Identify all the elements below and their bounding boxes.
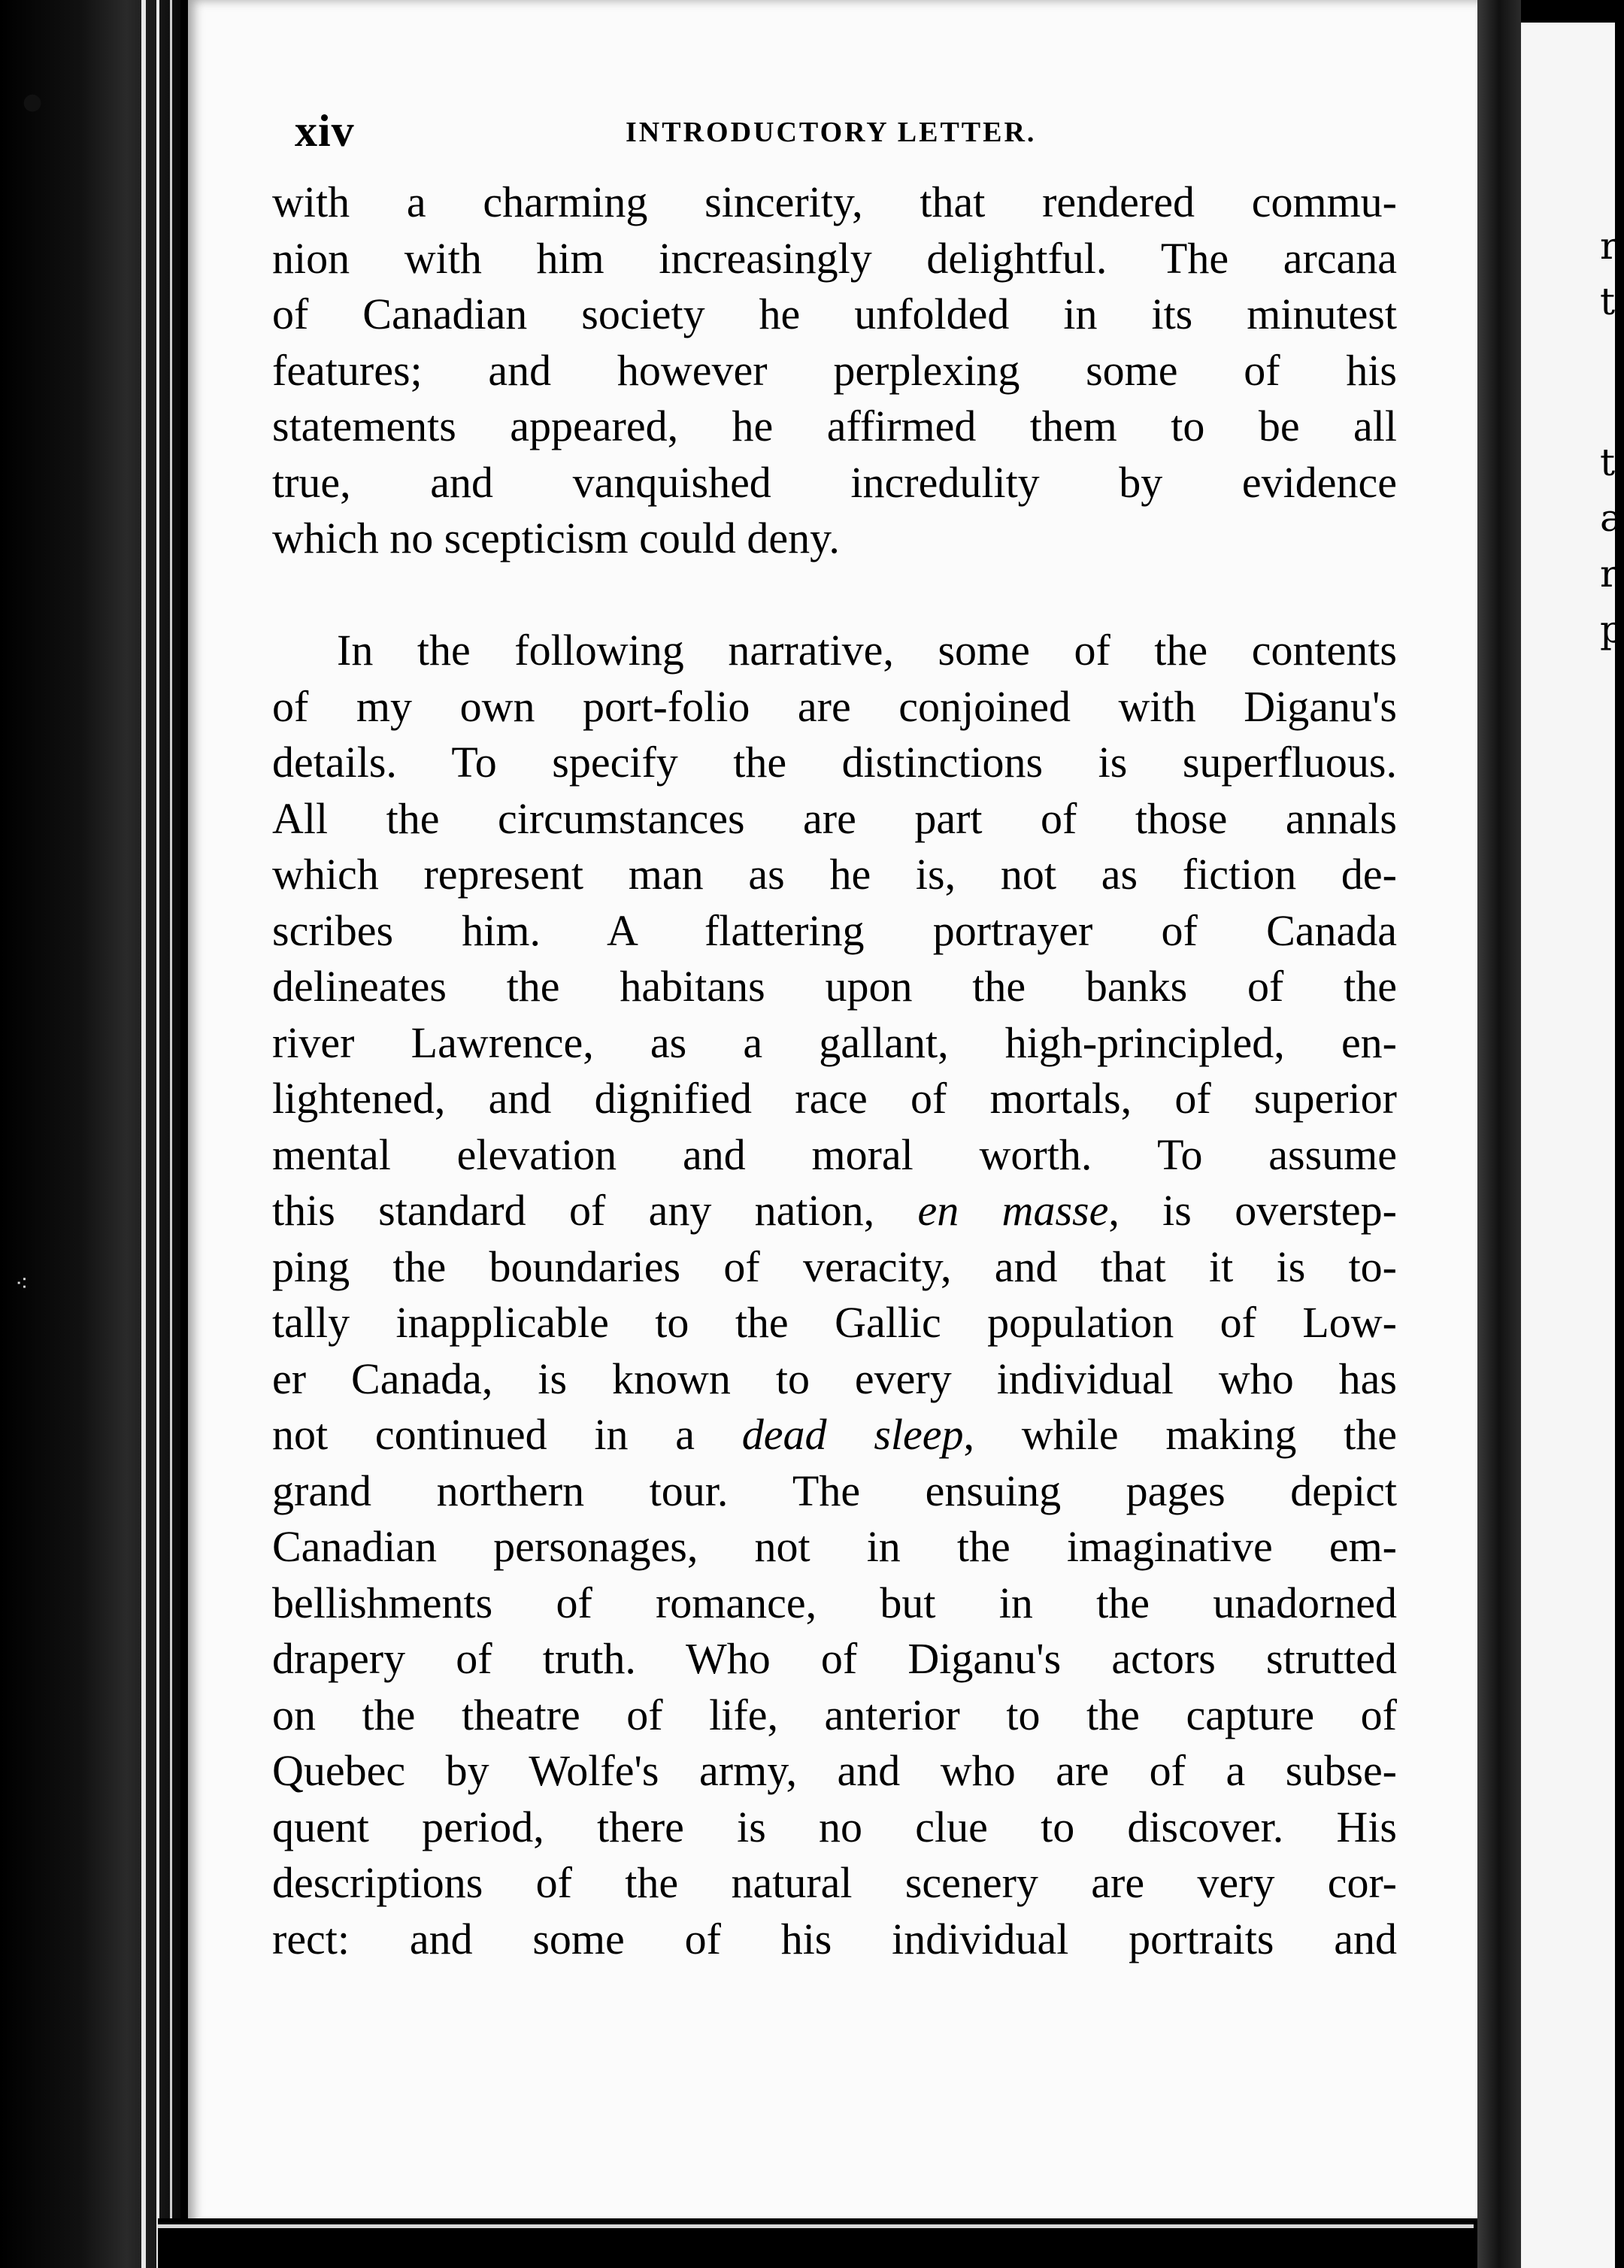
- left-binding-edge: [0, 0, 180, 2268]
- text-line: bellishments of romance, but in the unadorned: [272, 1578, 1397, 1627]
- text-line: quent period, there is no clue to discover. His: [272, 1802, 1397, 1851]
- text-line: drapery of truth. Who of Diganu's actors strutted: [272, 1634, 1397, 1683]
- text-line: river Lawrence, as a gallant, high-principled, en-: [272, 1017, 1397, 1067]
- text-line: scribes him. A flattering portrayer of Canada: [272, 905, 1397, 955]
- text-line: features; and however perplexing some of his: [272, 345, 1397, 395]
- text-line: delineates the habitans upon the banks of the: [272, 962, 1397, 1011]
- page-number: xiv: [295, 106, 355, 156]
- facing-letter: r: [1600, 224, 1618, 268]
- facing-letter: a: [1600, 496, 1622, 540]
- text-line: of Canadian society he unfolded in its minutest: [272, 290, 1397, 338]
- page-bottom-rule: [158, 2224, 1474, 2228]
- facing-letter: t: [1600, 280, 1616, 323]
- text-line: lightened, and dignified race of mortals, of superior: [272, 1074, 1397, 1123]
- text-line: In the following narrative, some of the contents: [337, 626, 1397, 675]
- binding-line: [156, 0, 159, 2268]
- paragraph-2: [272, 623, 1397, 1967]
- binding-line: [170, 0, 172, 2268]
- text-line: tally inapplicable to the Gallic population of Low-: [272, 1298, 1397, 1347]
- text-line: true, and vanquished incredulity by evidence: [272, 457, 1397, 507]
- text-line: mental elevation and moral worth. To assume: [272, 1129, 1397, 1179]
- facing-letter: r: [1600, 552, 1618, 596]
- text-line: rect: and some of his individual portraits and: [272, 1914, 1397, 1963]
- text-line: of my own port-folio are conjoined with Diganu's: [272, 681, 1397, 731]
- text-line: nion with him increasingly delightful. The arcana: [272, 233, 1397, 283]
- facing-page-letters: [1600, 218, 1622, 657]
- text-line: which no scepticism could deny.: [272, 514, 840, 562]
- facing-letter: p: [1600, 608, 1624, 651]
- text-line: details. To specify the distinctions is superfluous.: [272, 738, 1397, 787]
- text-line: All the circumstances are part of those annals: [272, 793, 1397, 843]
- text-line: Quebec by Wolfe's army, and who are of a subse-: [272, 1746, 1397, 1795]
- running-head-title: INTRODUCTORY LETTER.: [626, 117, 1037, 148]
- binding-line: [141, 0, 146, 2268]
- text-line: on the theatre of life, anterior to the capture of: [272, 1690, 1397, 1739]
- text-line: grand northern tour. The ensuing pages depict: [272, 1466, 1397, 1515]
- text-line: which represent man as he is, not as fiction de-: [272, 850, 1397, 899]
- text-line: er Canada, is known to every individual who has: [272, 1354, 1397, 1403]
- text-line: statements appeared, he affirmed them to be all: [272, 402, 1397, 450]
- paragraph-1: [272, 174, 1397, 567]
- margin-speck-icon: ⁖: [15, 1271, 29, 1297]
- text-line: this standard of any nation, en masse, is overstep-: [272, 1186, 1397, 1235]
- right-gutter: [1477, 0, 1521, 2268]
- text-line: Canadian personages, not in the imaginative em-: [272, 1522, 1397, 1571]
- text-line: not continued in a dead sleep, while making the: [272, 1410, 1398, 1459]
- running-head: [295, 105, 1407, 158]
- text-line: descriptions of the natural scenery are very cor-: [272, 1858, 1397, 1907]
- margin-speck-icon: ●: [23, 89, 43, 115]
- text-line: with a charming sincerity, that rendered commu-: [272, 177, 1397, 226]
- text-line: ping the boundaries of veracity, and that it is to-: [272, 1242, 1397, 1291]
- facing-letter: t: [1600, 441, 1616, 484]
